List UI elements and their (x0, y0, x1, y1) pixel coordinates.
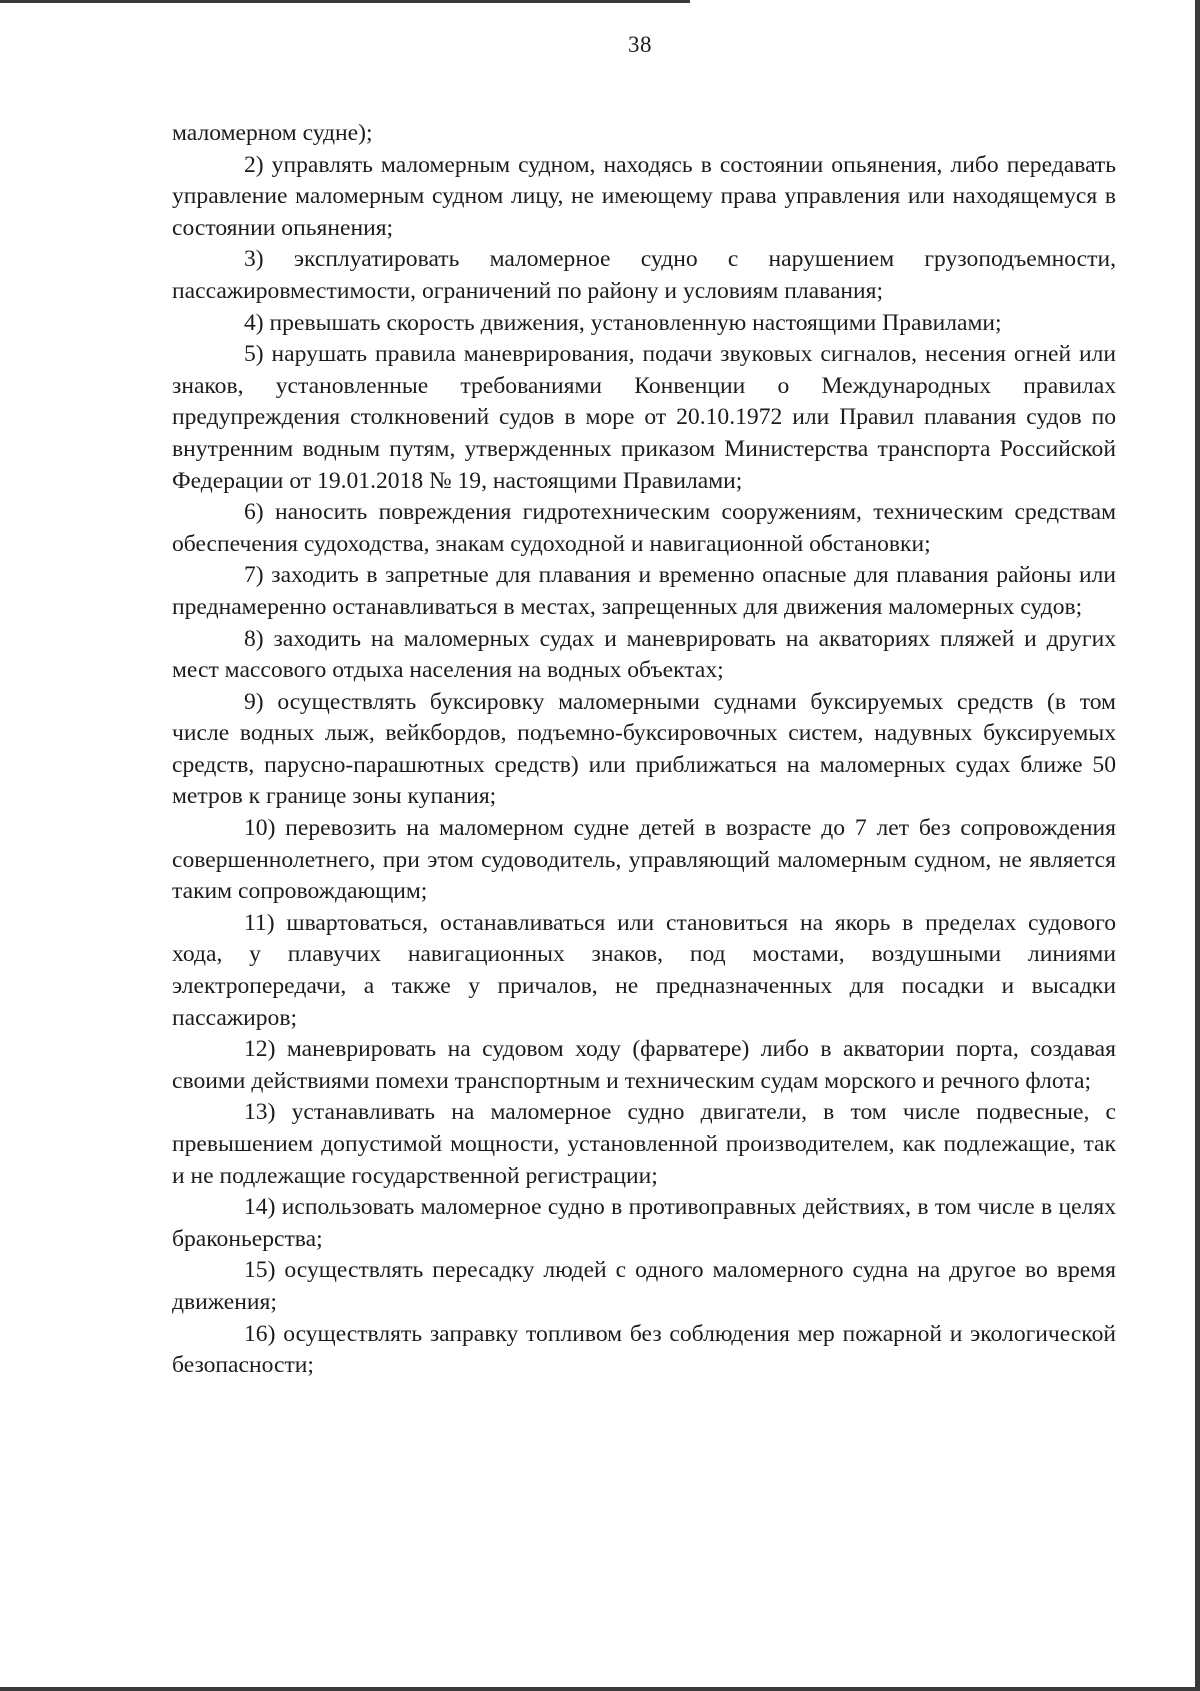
list-item-9: 9) осуществлять буксировку маломерными суднами буксируемых средств (в том числе водных лыж, вейкбордов, подъемно-буксировочных систем, надувных буксируемых средств, парусно-парашютных средств) или приближаться на маломерных судах ближе 50 метров к границе зоны купания; (172, 688, 1116, 810)
list-item-10: 10) перевозить на маломерном судне детей в возрасте до 7 лет без сопровождения совершеннолетнего, при этом судоводитель, управляющий маломерным судном, не является таким сопровождающим; (172, 815, 1116, 905)
list-item-11: 11) швартоваться, останавливаться или становиться на якорь в пределах судового хода, у плавучих навигационных знаков, под мостами, воздушными линиями электропередачи, а также у причалов, не предназначенных для посадки и высадки пассажиров; (172, 909, 1116, 1031)
paragraph-continuation: маломерном судне); (172, 120, 373, 146)
list-item-4: 4) превышать скорость движения, установленную настоящими Правилами; (244, 309, 1002, 336)
list-item-15: 15) осуществлять пересадку людей с одного маломерного судна на другое во время движения; (172, 1257, 1116, 1315)
list-item-6: 6) наносить повреждения гидротехническим сооружениям, техническим средствам обеспечения судоходства, знакам судоходной и навигационной обстановки; (172, 499, 1116, 557)
page-number: 38 (628, 32, 652, 57)
list-item-7: 7) заходить в запретные для плавания и временно опасные для плавания районы или преднамеренно останавливаться в местах, запрещенных для движения маломерных судов; (172, 562, 1116, 620)
list-item-16: 16) осуществлять заправку топливом без соблюдения мер пожарной и экологической безопасности; (172, 1320, 1116, 1379)
list-item-8: 8) заходить на маломерных судах и маневрировать на акваториях пляжей и других мест массового отдыха населения на водных объектах; (172, 625, 1116, 684)
list-item-5: 5) нарушать правила маневрирования, подачи звуковых сигналов, несения огней или знаков, установленные требованиями Конвенции о Международных правилах предупреждения столкновений судов в море от 20.10.1972 или Правил плавания судов по внутренним водным путям, утвержденных приказом Министерства транспорта Российской Федерации от 19.01.2018 № 19, настоящими Правилами; (172, 341, 1116, 494)
list-item-13: 13) устанавливать на маломерное судно двигатели, в том числе подвесные, с превышением допустимой мощности, установленной производителем, как подлежащие, так и не подлежащие государственной регистрации; (172, 1099, 1116, 1189)
list-item-14: 14) использовать маломерное судно в противоправных действиях, в том числе в целях браконьерства; (172, 1194, 1116, 1252)
scan-edge-right (1195, 0, 1200, 1691)
scan-edge-top (0, 0, 690, 3)
scan-edge-bottom (0, 1687, 1200, 1691)
list-item-2: 2) управлять маломерным судном, находясь в состоянии опьянения, либо передавать управление маломерным судном лицу, не имеющему права управления или находящемуся в состоянии опьянения; (172, 151, 1116, 241)
document-body (172, 118, 1116, 1382)
list-item-12: 12) маневрировать на судовом ходу (фарватере) либо в акватории порта, создавая своими действиями помехи транспортным и техническим судам морского и речного флота; (172, 1036, 1116, 1094)
list-item-3: 3) эксплуатировать маломерное судно с нарушением грузоподъемности, пассажировместимости, ограничений по району и условиям плавания; (172, 246, 1116, 304)
